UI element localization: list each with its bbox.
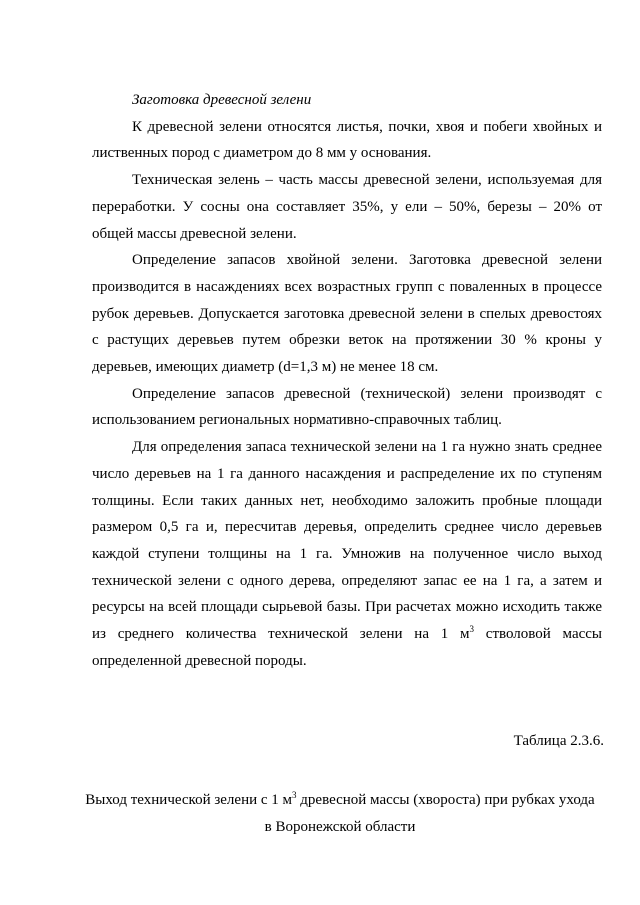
table-caption	[80, 787, 600, 840]
paragraph-5-text-end: стволовой массы определенной древесной породы.	[92, 626, 602, 669]
table-reference: Таблица 2.3.6.	[513, 733, 604, 749]
paragraph-1: К древесной зелени относятся листья, почки, хвоя и побеги хвойных и лиственных пород с диаметром до 8 мм у основания.	[92, 118, 602, 162]
caption-superscript: 3	[292, 790, 297, 800]
paragraph-5	[92, 434, 602, 674]
body-text	[92, 87, 602, 674]
paragraph-5-superscript: 3	[469, 624, 475, 635]
caption-text: Выход технической зелени с 1 м	[85, 792, 293, 808]
paragraph-5-text: Для определения запаса технической зелени на 1 га нужно знать среднее число деревьев на 1 га данного насаждения и распределение их по ступеням толщины. Если таких данных нет, необходимо заложить пробные площади размером 0,5 га и, пересчитав деревья, определить среднее число деревьев каждой ступени толщины на 1 га. Умножив на полученное число выход технической зелени с одного дерева, определяют запас ее на 1 га, а затем и ресурсы на всей площади сырьевой базы. При расчетах можно исходить также из среднего количества технической зелени на 1 м	[92, 439, 602, 643]
caption-text-end: древесной массы (хвороста) при рубках ухода в Воронежской области	[264, 792, 595, 835]
section-heading: Заготовка древесной зелени	[132, 92, 312, 108]
paragraph-2: Техническая зелень – часть массы древесной зелени, используемая для переработки. У сосны она составляет 35%, у ели – 50%, березы – 20% от общей массы древесной зелени.	[92, 172, 602, 242]
paragraph-3: Определение запасов хвойной зелени. Заготовка древесной зелени производится в насаждениях всех возрастных групп с поваленных в процессе рубок деревьев. Допускается заготовка древесной зелени в спелых древостоях с растущих деревьев путем обрезки веток на протяжении 30 % кроны у деревьев, имеющих диаметр (d=1,3 м) не менее 18 см.	[92, 252, 602, 376]
paragraph-4: Определение запасов древесной (технической) зелени производят с использованием региональных нормативно-справочных таблиц.	[92, 385, 602, 429]
